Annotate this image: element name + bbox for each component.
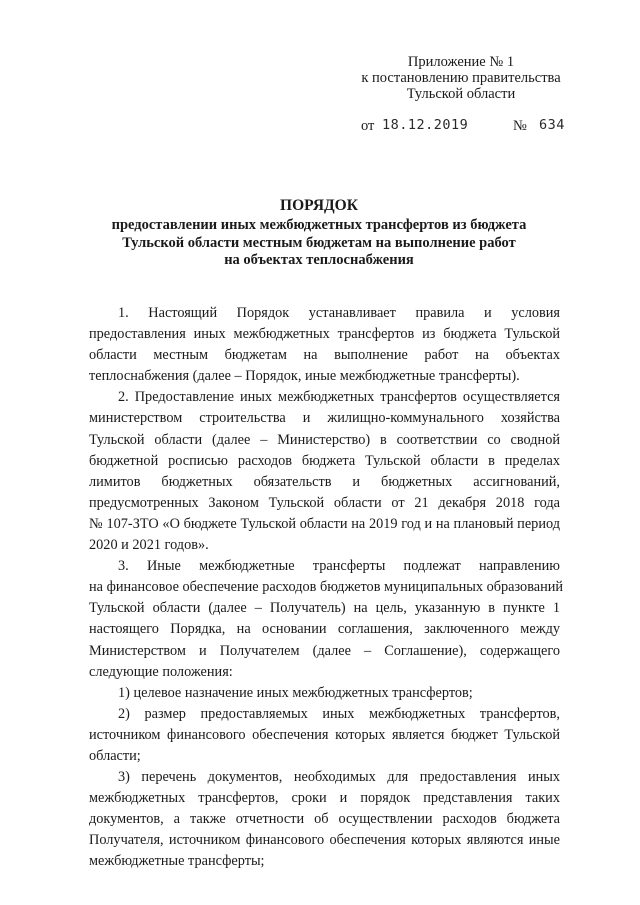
- text-line: бюджетной росписью расходов бюджета Тульской области в пределах: [89, 452, 560, 469]
- text-line: 3. Иные межбюджетные трансферты подлежат направлению: [118, 558, 560, 575]
- document-body: [89, 303, 564, 873]
- title-main: ПОРЯДОК: [280, 197, 358, 214]
- list-item-1: [89, 683, 560, 704]
- text-line: 1) целевое назначение иных межбюджетных трансфертов;: [118, 684, 473, 701]
- title-subtitle: [90, 217, 548, 270]
- date-label: от: [361, 118, 375, 134]
- text-line: Получателя, источником финансового обеспечения которых являются иные: [89, 832, 560, 849]
- appendix-header: [330, 54, 592, 102]
- text-line: следующие положения:: [89, 663, 233, 680]
- text-line: межбюджетных трансфертов, сроки и порядок представления таких: [89, 790, 560, 807]
- date-stamp: 18.12.2019: [382, 117, 469, 133]
- text-line: № 107-ЗТО «О бюджете Тульской области на 2019 год и на плановый период: [89, 515, 560, 532]
- title-subtitle-line: на объектах теплоснабжения: [224, 252, 414, 268]
- text-line: лимитов бюджетных обязательств и бюджетных ассигнований,: [89, 473, 560, 490]
- text-line: предусмотренных Законом Тульской области от 21 декабря 2018 года: [89, 494, 560, 511]
- paragraph-3: [89, 556, 564, 683]
- text-line: 3) перечень документов, необходимых для предоставления иных: [118, 769, 560, 786]
- text-line: Министерством и Получателем (далее – Соглашение), содержащего: [89, 642, 560, 659]
- paragraph-1: [89, 303, 560, 387]
- text-line: 1. Настоящий Порядок устанавливает правила и условия: [118, 305, 560, 321]
- list-item-3: [89, 767, 560, 872]
- list-item-2: [89, 704, 560, 767]
- text-line: Тульской области (далее – Министерство) в соответствии со сводной: [89, 431, 560, 448]
- text-line: 2) размер предоставляемых иных межбюджетных трансфертов,: [118, 705, 560, 722]
- appendix-region: Тульской области: [406, 86, 516, 102]
- appendix-reference: к постановлению правительства: [361, 70, 561, 86]
- title-subtitle-line: предоставлении иных межбюджетных трансфертов из бюджета: [111, 217, 527, 233]
- text-line: межбюджетные трансферты;: [89, 853, 265, 870]
- text-line: 2020 и 2021 годов».: [89, 537, 209, 554]
- number-stamp: 634: [539, 117, 565, 133]
- text-line: области местным бюджетам на выполнение работ на объектах: [89, 347, 560, 364]
- paragraph-2: [89, 387, 560, 556]
- number-label: №: [513, 118, 527, 134]
- text-line: Тульской области (далее – Получатель) на цель, указанную в пункте 1: [89, 600, 560, 617]
- text-line: настоящего Порядка, на основании соглашения, заключенного между: [89, 621, 560, 638]
- text-line: теплоснабжения (далее – Порядок, иные межбюджетные трансферты).: [89, 368, 520, 385]
- text-line: министерством строительства и жилищно-коммунального хозяйства: [89, 410, 560, 427]
- title-subtitle-line: Тульской области местным бюджетам на выполнение работ: [122, 234, 516, 251]
- text-line: области;: [89, 747, 141, 764]
- text-line: 2. Предоставление иных межбюджетных трансфертов осуществляется: [118, 389, 560, 406]
- text-line: предоставления иных межбюджетных трансфертов из бюджета Тульской: [89, 326, 560, 343]
- text-line: на финансовое обеспечение расходов бюджетов муниципальных образований: [89, 579, 564, 596]
- text-line: источником финансового обеспечения которых является бюджет Тульской: [89, 726, 560, 743]
- document-title: [90, 196, 548, 270]
- text-line: документов, а также отчетности об осуществлении расходов бюджета: [89, 811, 560, 828]
- appendix-title: Приложение № 1: [407, 54, 515, 70]
